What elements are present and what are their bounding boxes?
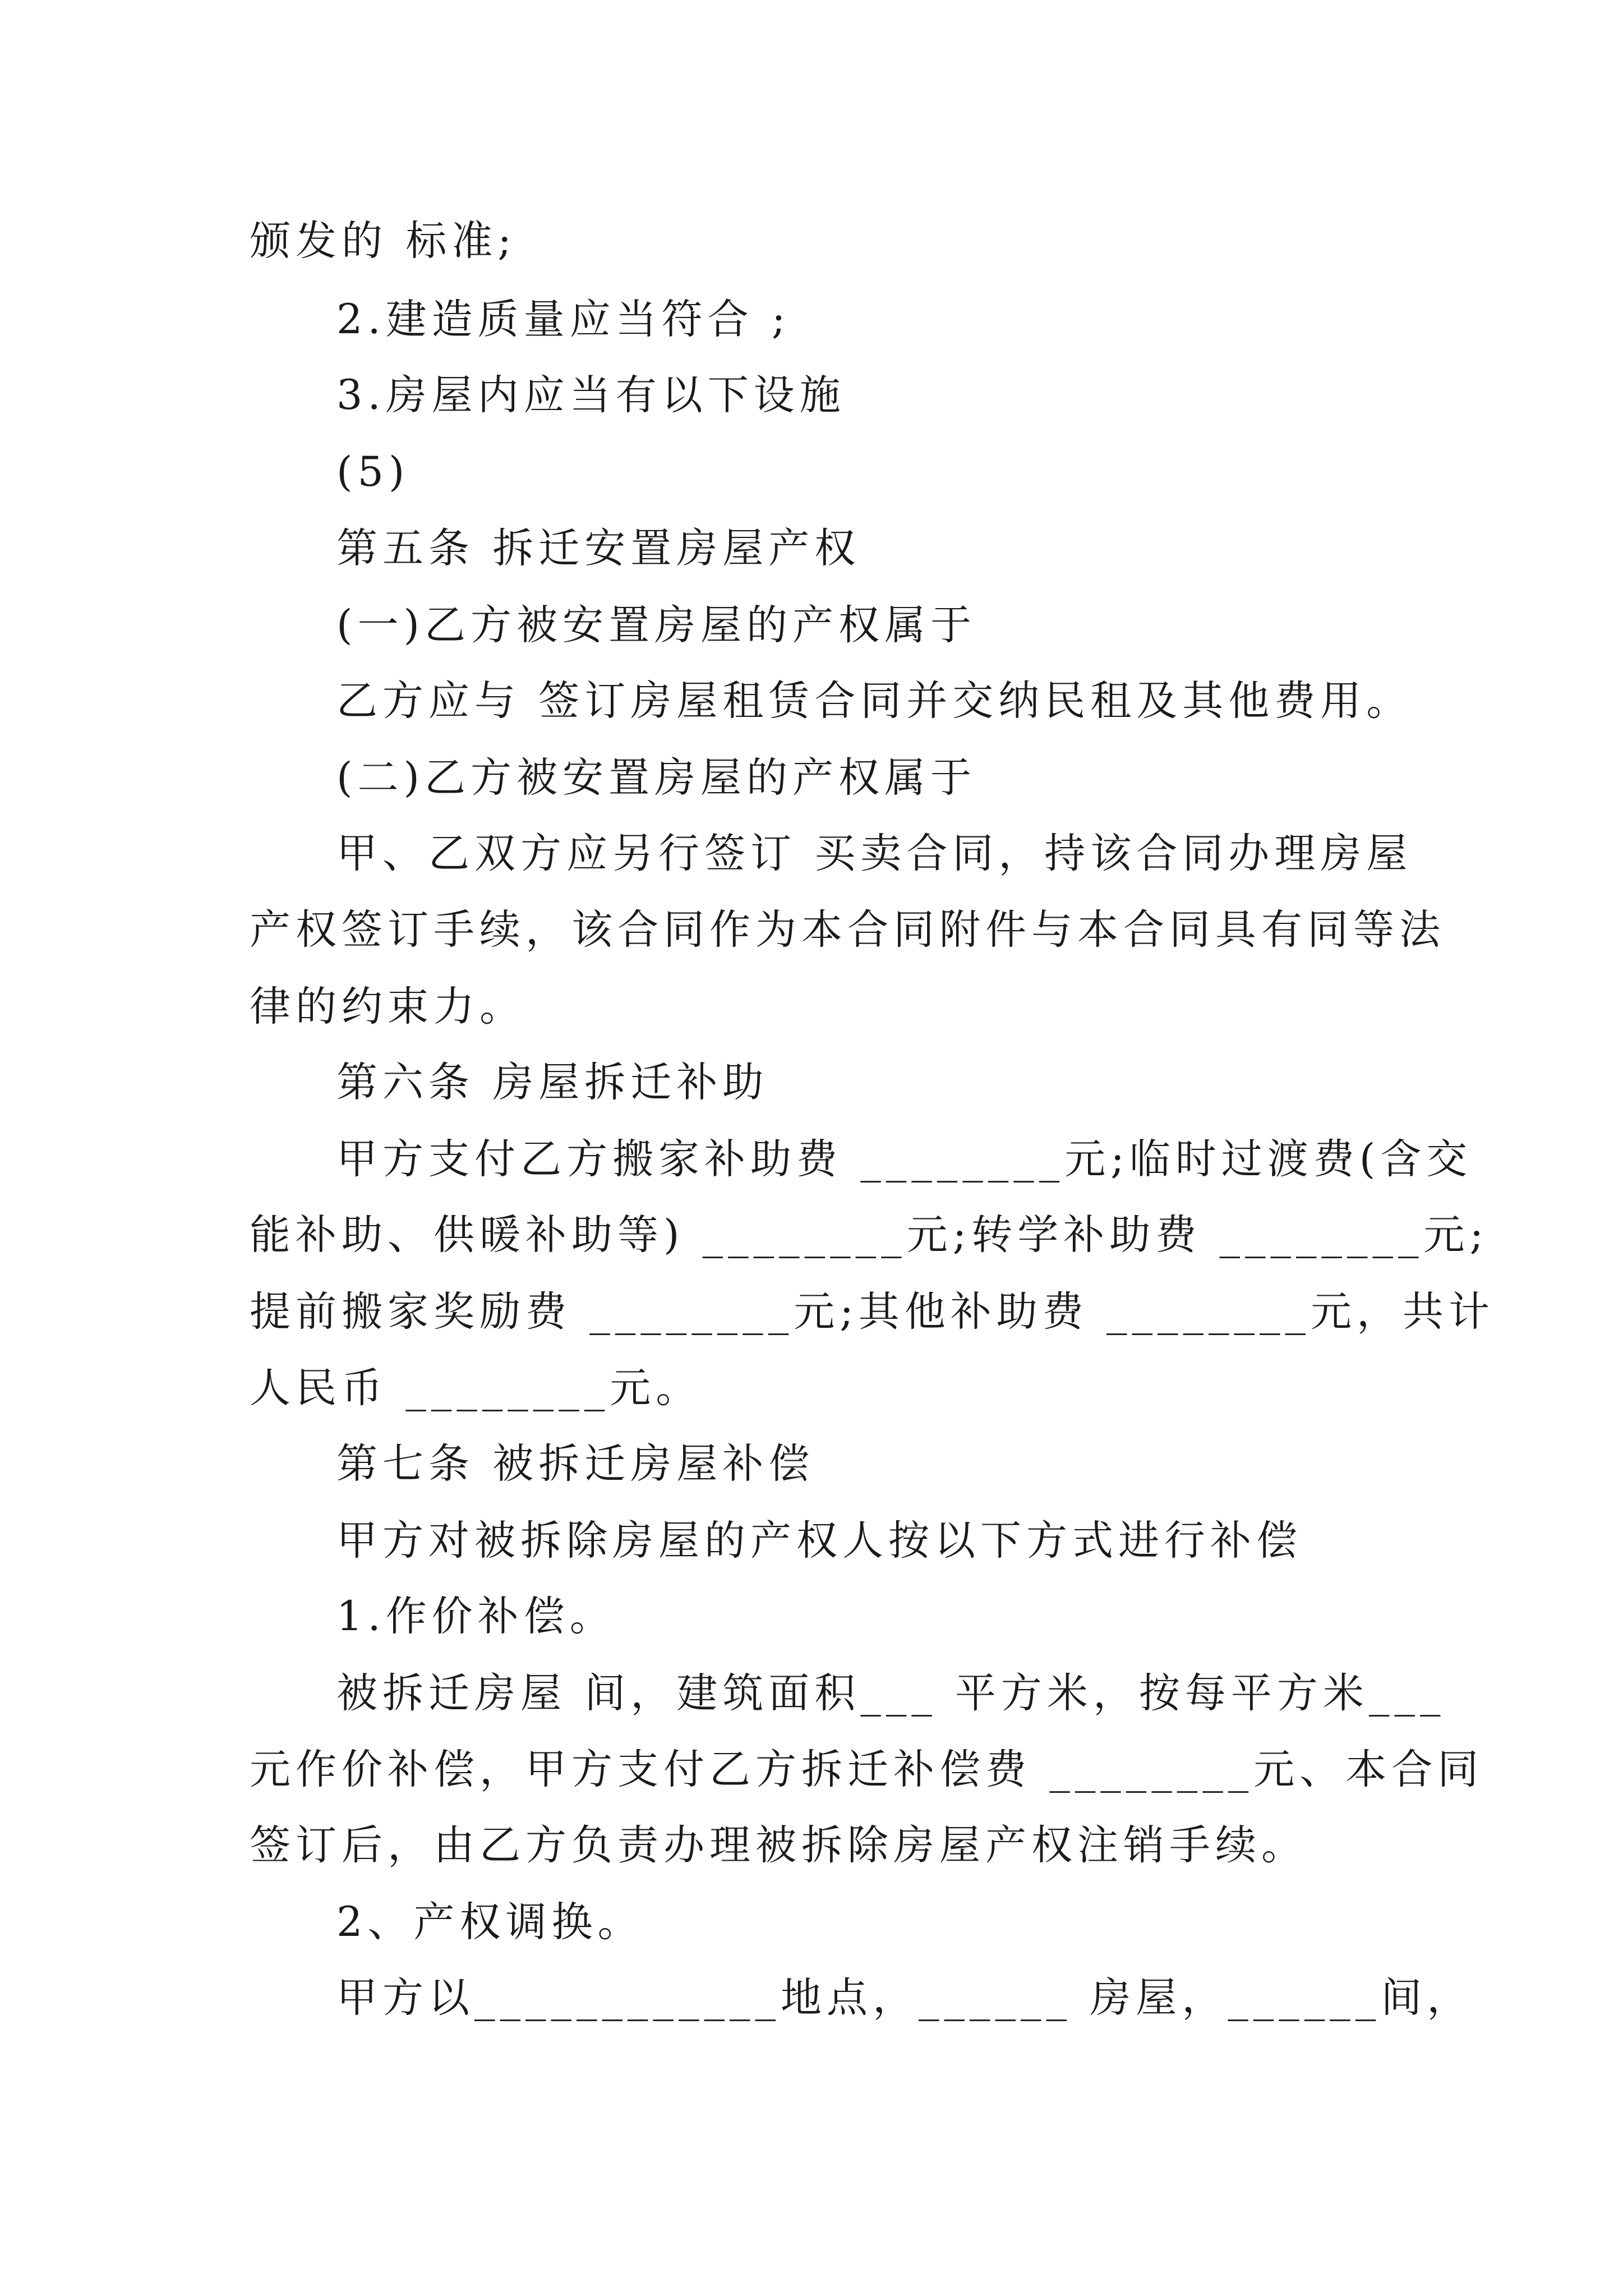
text-line-2: 2.建造质量应当符合 ;: [336, 296, 791, 343]
text-line-8: (二)乙方被安置房屋的产权属于: [336, 754, 976, 802]
text-line-24: 甲方以____________地点，______ 房屋，______间，: [336, 1974, 1473, 2022]
text-line-14: 能补助、供暖补助等) ________元;转学补助费 ________元;: [250, 1211, 1489, 1259]
text-line-15: 提前搬家奖励费 ________元;其他补助费 ________元，共计: [250, 1288, 1495, 1336]
text-line-16: 人民币 ________元。: [250, 1364, 702, 1412]
text-line-21: 元作价补偿，甲方支付乙方拆迁补偿费 ________元、本合同: [250, 1746, 1484, 1793]
article-6-heading: 第六条 房屋拆迁补助: [336, 1059, 769, 1106]
text-line-7: 乙方应与 签订房屋租赁合同并交纳民租及其他费用。: [336, 677, 1413, 725]
text-line-22: 签订后，由乙方负责办理被拆除房屋产权注销手续。: [250, 1821, 1307, 1869]
text-line-20: 被拆迁房屋 间，建筑面积___ 平方米，按每平方米___: [336, 1669, 1446, 1717]
text-line-3: 3.房屋内应当有以下设施: [336, 371, 846, 419]
text-line-23: 2、产权调换。: [336, 1898, 644, 1946]
text-line-13: 甲方支付乙方搬家补助费 ________元;临时过渡费(含交: [336, 1135, 1473, 1183]
text-line-4: (5): [336, 448, 410, 496]
article-5-heading: 第五条 拆迁安置房屋产权: [336, 524, 861, 572]
article-7-heading: 第七条 被拆迁房屋补偿: [336, 1440, 815, 1488]
text-line-9: 甲、乙双方应另行签订 买卖合同，持该合同办理房屋: [336, 830, 1413, 877]
text-line-11: 律的约束力。: [250, 983, 525, 1030]
text-line-18: 甲方对被拆除房屋的产权人按以下方式进行补偿: [336, 1517, 1302, 1565]
text-line-10: 产权签订手续，该合同作为本合同附件与本合同具有同等法: [250, 906, 1445, 954]
text-line-1: 颁发的 标准;: [250, 217, 517, 265]
text-line-19: 1.作价补偿。: [336, 1593, 616, 1640]
text-line-6: (一)乙方被安置房屋的产权属于: [336, 601, 976, 649]
